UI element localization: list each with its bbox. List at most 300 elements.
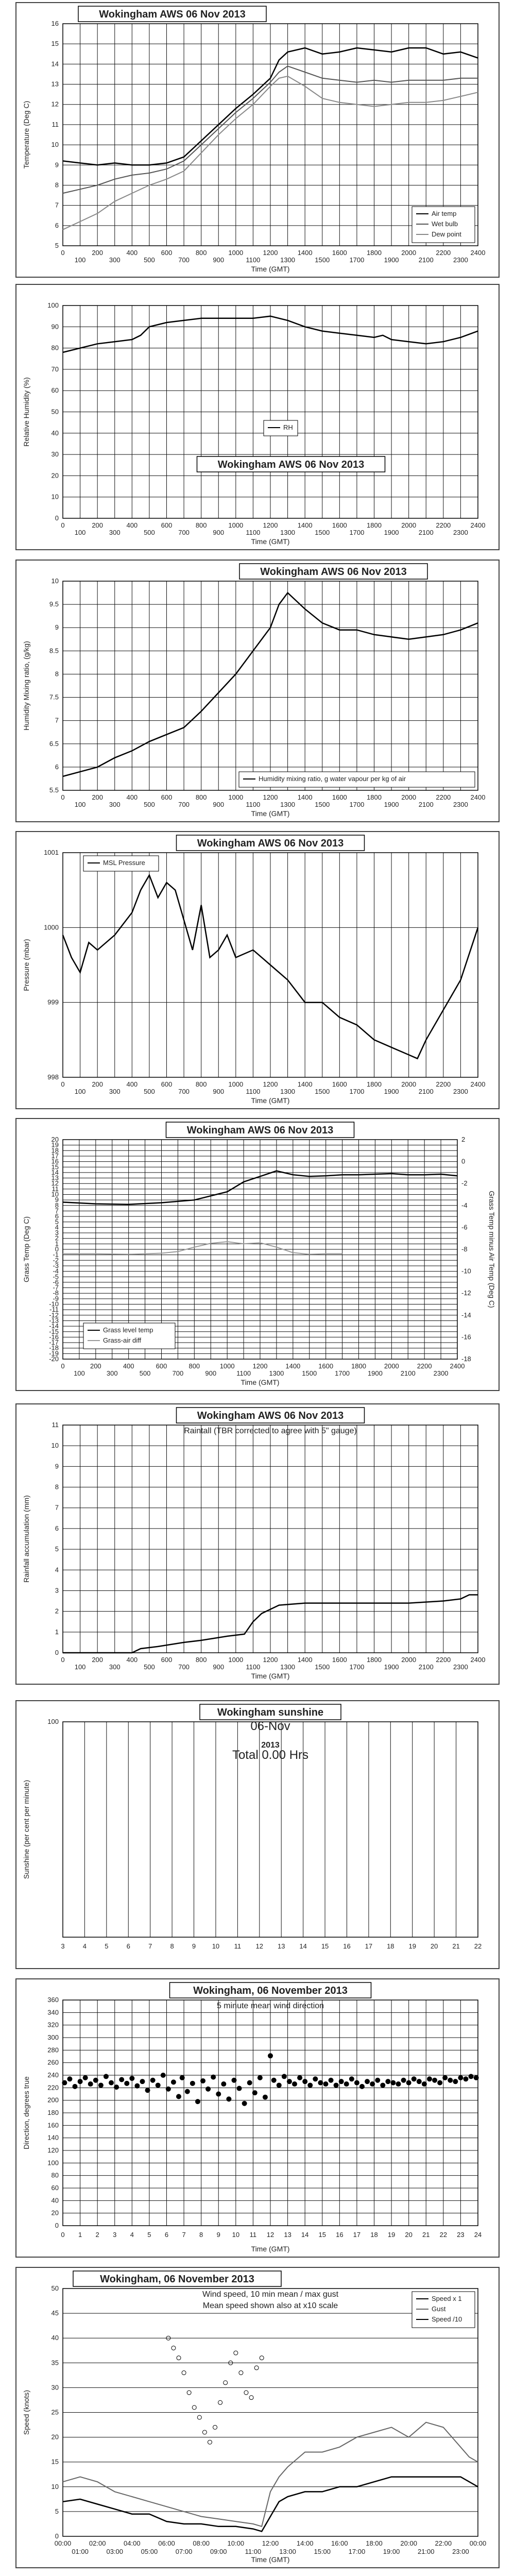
x-tick-label: 1300 (280, 256, 296, 264)
chart-subtitle2: Mean speed shown also at x10 scale (202, 2301, 338, 2310)
y-tick-label: 2 (55, 1234, 59, 1242)
x-tick-label: 20 (430, 1942, 438, 1950)
x-tick-label: 16:00 (331, 2539, 348, 2547)
y-tick-label: 9.5 (49, 600, 59, 608)
data-point (417, 2079, 422, 2084)
data-point (200, 2078, 205, 2083)
data-point (202, 2430, 207, 2434)
y-tick-label: 8 (55, 181, 59, 189)
y-tick-label: 999 (47, 998, 59, 1006)
y-tick-label: 12 (51, 1179, 59, 1188)
x-tick-label: 1100 (246, 529, 261, 536)
x-tick-label: 5 (105, 1942, 109, 1950)
y2-tick-label: -16 (461, 1333, 471, 1341)
gridlines (63, 2000, 478, 2226)
y-tick-label: 20 (51, 1136, 59, 1143)
data-point (237, 2086, 242, 2091)
chart-subtitle: Raintall (TBR corrected to agree with 5" gauge) (184, 1427, 357, 1435)
data-point (263, 2095, 268, 2100)
legend-entry: Speed x 1 (432, 2295, 462, 2302)
x-tick-label: 2 (95, 2231, 99, 2239)
legend (412, 2292, 475, 2328)
x-tick-label: 5 (147, 2231, 151, 2239)
data-point (109, 2080, 114, 2086)
y-tick-label: 10 (51, 2482, 59, 2490)
wind-speed-chart (15, 2267, 500, 2568)
data-point (385, 2079, 390, 2084)
data-point (271, 2078, 277, 2083)
data-point (292, 2081, 297, 2087)
data-point (474, 2075, 479, 2080)
data-point (171, 2079, 176, 2084)
x-tick-label: 1500 (315, 801, 330, 808)
y2-tick-label: 2 (461, 1136, 466, 1143)
y-tick-label: 5 (55, 1545, 59, 1553)
data-point (195, 2099, 200, 2104)
y-tick-label: -17 (49, 1338, 59, 1347)
y-tick-label: 7 (55, 1207, 59, 1215)
y-tick-label: 50 (51, 408, 59, 416)
x-tick-label: 500 (144, 529, 155, 536)
y-tick-label: -4 (53, 1267, 59, 1275)
x-tick-label: 200 (92, 1656, 104, 1664)
x-tick-label: 800 (195, 793, 207, 801)
legend-entry: Grass-air diff (103, 1336, 142, 1344)
y-tick-label: -6 (53, 1278, 59, 1286)
data-point (182, 2371, 186, 2375)
x-tick-label: 900 (213, 1663, 225, 1671)
y2-tick-label: 0 (461, 1157, 466, 1165)
legend-entry: Speed /10 (432, 2315, 462, 2323)
x-tick-label: 2200 (436, 521, 451, 529)
x-tick-label: 2100 (400, 1369, 416, 1377)
y-tick-label: 6 (55, 1212, 59, 1221)
x-tick-label: 22:00 (435, 2539, 452, 2547)
data-point (156, 2082, 161, 2088)
x-tick-label: 12:00 (262, 2539, 279, 2547)
x-tick-label: 1900 (384, 1088, 399, 1095)
data-point (422, 2081, 427, 2087)
chart-title: Wokingham AWS 06 Nov 2013 (186, 1125, 334, 1136)
x-tick-label: 1600 (332, 521, 347, 529)
y-tick-label: 100 (47, 301, 59, 309)
data-point (406, 2080, 411, 2086)
x-tick-label: 2000 (384, 1362, 399, 1370)
data-point (62, 2080, 67, 2086)
y-tick-label: 1 (55, 1628, 59, 1636)
y-tick-label: -5 (53, 1273, 59, 1281)
x-tick-label: 1500 (315, 1088, 330, 1095)
x-tick-label: 200 (92, 521, 104, 529)
chart-svg (16, 832, 499, 1108)
x-tick-label: 1900 (384, 256, 399, 264)
data-point (190, 2081, 195, 2086)
y-axis-label: Humidity Mixing ratio, (g/kg) (22, 641, 30, 731)
x-tick-label: 1400 (297, 793, 313, 801)
data-point (380, 2082, 385, 2088)
y-tick-label: 4 (55, 1566, 59, 1574)
x-tick-label: 13:00 (279, 2548, 296, 2555)
y-tick-label: 4 (55, 1223, 59, 1231)
data-point (432, 2078, 437, 2083)
data-point (114, 2084, 119, 2090)
series-line (63, 2422, 478, 2527)
legend-entry: Dew point (432, 230, 461, 238)
legend-entry: Air temp (432, 210, 457, 217)
data-point (313, 2076, 318, 2081)
x-tick-label: 1100 (236, 1369, 251, 1377)
y-tick-label: 18 (51, 1146, 59, 1155)
x-tick-label: 1700 (349, 529, 365, 536)
y-tick-label: 5 (55, 1217, 59, 1226)
y-tick-label: 5 (55, 2507, 59, 2515)
y-tick-label: 12 (51, 100, 59, 108)
data-point (166, 2087, 171, 2092)
x-tick-label: 2200 (436, 249, 451, 257)
y-tick-label: 100 (47, 1718, 59, 1725)
y-tick-label: 160 (47, 2121, 59, 2129)
x-tick-label: 1000 (228, 249, 244, 257)
chart-svg (16, 3, 499, 277)
data-point (359, 2084, 365, 2089)
x-tick-label: 14 (301, 2231, 309, 2239)
y-tick-label: 260 (47, 2058, 59, 2066)
x-tick-label: 100 (74, 256, 86, 264)
chart-title: Wokingham AWS 06 Nov 2013 (260, 566, 407, 578)
chart-subtitle: 06-Nov (250, 1719, 290, 1733)
y-tick-label: 11 (52, 1421, 59, 1429)
y-tick-label: 16 (51, 20, 59, 27)
x-tick-label: 1400 (297, 521, 313, 529)
x-tick-label: 08:00 (193, 2539, 210, 2547)
chart-title: Wokingham AWS 06 Nov 2013 (217, 459, 365, 470)
wind-direction-chart (15, 1978, 500, 2258)
data-point (282, 2074, 287, 2079)
data-point (370, 2081, 375, 2087)
chart-year: 2013 (261, 1741, 280, 1750)
x-tick-label: 800 (195, 521, 207, 529)
y-tick-label: 9 (55, 1462, 59, 1470)
x-tick-label: 1600 (332, 249, 347, 257)
x-tick-label: 24 (474, 2231, 482, 2239)
data-point (211, 2075, 216, 2080)
data-point (171, 2346, 176, 2350)
x-tick-label: 1000 (228, 793, 244, 801)
y-tick-label: 10 (51, 141, 59, 149)
sunshine-chart (15, 1700, 500, 1969)
x-tick-label: 800 (195, 249, 207, 257)
x-tick-label: 400 (123, 1362, 134, 1370)
y-tick-label: 320 (47, 2021, 59, 2029)
data-point (411, 2076, 417, 2081)
chart-svg (16, 1979, 499, 2257)
y2-tick-label: -6 (461, 1223, 468, 1231)
x-tick-label: 600 (161, 1080, 173, 1088)
data-point (185, 2089, 190, 2094)
x-tick-label: 2400 (470, 1656, 486, 1664)
y-tick-label: -11 (49, 1306, 59, 1314)
data-point (354, 2080, 359, 2086)
x-tick-label: 16 (336, 2231, 344, 2239)
x-tick-label: 0 (61, 1656, 65, 1664)
data-point (98, 2082, 104, 2088)
x-tick-label: 700 (178, 1088, 190, 1095)
y-tick-label: 0 (55, 514, 59, 522)
y-tick-label: 40 (51, 429, 59, 437)
x-tick-label: 2100 (418, 801, 434, 808)
y-tick-label: 19 (51, 1141, 59, 1149)
y-tick-label: -10 (49, 1300, 59, 1308)
legend-entry: RH (283, 423, 293, 431)
data-point (268, 2053, 273, 2058)
x-tick-label: 11 (249, 2231, 257, 2239)
data-point (339, 2079, 344, 2084)
x-tick-label: 1600 (332, 793, 347, 801)
x-tick-label: 1900 (384, 529, 399, 536)
y-tick-label: 11 (52, 1184, 59, 1193)
x-tick-label: 3 (61, 1942, 65, 1950)
data-point (150, 2078, 156, 2083)
y-tick-label: 30 (51, 450, 59, 459)
x-tick-label: 10 (212, 1942, 220, 1950)
y-tick-label: 70 (51, 365, 59, 373)
x-tick-label: 1700 (349, 256, 365, 264)
y-tick-label: 0 (55, 1245, 59, 1253)
y-tick-label: 180 (47, 2109, 59, 2116)
x-axis-label: Time (GMT) (251, 265, 290, 273)
mixing-ratio-chart (15, 560, 500, 822)
data-point (252, 2090, 258, 2095)
y-tick-label: 6 (55, 221, 59, 229)
y-tick-label: 0 (55, 2532, 59, 2540)
y-tick-label: 1000 (44, 923, 59, 931)
x-tick-label: 12 (255, 1942, 264, 1950)
y-axis-label: Pressure (mbar) (22, 939, 30, 991)
chart-total: Total 0.00 Hrs (232, 1748, 309, 1762)
x-tick-label: 600 (161, 793, 173, 801)
x-tick-label: 2000 (401, 1080, 417, 1088)
data-point (244, 2391, 248, 2395)
y-tick-label: 100 (47, 2159, 59, 2167)
x-tick-label: 20 (405, 2231, 413, 2239)
data-point (375, 2078, 380, 2083)
data-point (437, 2080, 442, 2086)
x-tick-label: 1200 (263, 793, 278, 801)
data-point (180, 2075, 185, 2080)
x-tick-label: 4 (130, 2231, 134, 2239)
x-tick-label: 2100 (418, 256, 434, 264)
x-tick-label: 500 (144, 256, 155, 264)
series-line (63, 2477, 478, 2532)
x-tick-label: 1400 (297, 1656, 313, 1664)
chart-title: Wokingham AWS 06 Nov 2013 (197, 1410, 344, 1421)
x-tick-label: 600 (161, 1656, 173, 1664)
y-tick-label: -13 (49, 1316, 59, 1325)
x-tick-label: 23 (457, 2231, 465, 2239)
x-tick-label: 900 (205, 1369, 217, 1377)
data-point (297, 2075, 302, 2080)
data-point (258, 2075, 263, 2080)
x-tick-label: 2000 (401, 793, 417, 801)
y-tick-label: 35 (51, 2359, 59, 2367)
x-tick-label: 1800 (367, 1080, 382, 1088)
data-point (197, 2415, 201, 2419)
x-tick-label: 1100 (246, 1088, 261, 1095)
y-tick-label: -7 (53, 1283, 59, 1292)
x-tick-label: 1100 (246, 256, 261, 264)
x-tick-label: 14:00 (296, 2539, 314, 2547)
x-tick-label: 1800 (367, 249, 382, 257)
rainfall-chart (15, 1403, 500, 1685)
x-tick-label: 15:00 (314, 2548, 331, 2555)
y-tick-label: 7 (55, 716, 59, 724)
data-point (104, 2074, 109, 2079)
x-tick-label: 9 (216, 2231, 220, 2239)
y-tick-label: 2 (55, 1607, 59, 1615)
y-tick-label: 20 (51, 2209, 59, 2217)
y-tick-label: 40 (51, 2334, 59, 2342)
chart-svg (16, 1119, 499, 1390)
y-tick-label: -8 (53, 1289, 59, 1297)
data-point (221, 2081, 226, 2087)
y-tick-label: -15 (49, 1327, 59, 1335)
y-tick-label: 6.5 (49, 739, 59, 748)
x-tick-label: 1900 (384, 1663, 399, 1671)
chart-title: Wokingham sunshine (217, 1707, 324, 1718)
x-tick-label: 7 (148, 1942, 152, 1950)
data-point (448, 2078, 453, 2083)
y-tick-label: 9 (55, 1196, 59, 1204)
y-tick-label: 3 (55, 1586, 59, 1595)
data-point (218, 2400, 222, 2404)
x-axis-label: Time (GMT) (251, 2245, 290, 2253)
y-tick-label: 998 (47, 1073, 59, 1081)
x-tick-label: 23:00 (452, 2548, 469, 2555)
x-tick-label: 400 (126, 793, 138, 801)
x-tick-label: 100 (74, 1663, 86, 1671)
y-tick-label: -12 (49, 1311, 59, 1319)
x-tick-label: 1600 (318, 1362, 334, 1370)
x-tick-label: 500 (144, 1088, 155, 1095)
data-point (208, 2440, 212, 2444)
y-tick-label: -18 (49, 1344, 59, 1352)
x-tick-label: 100 (74, 1088, 86, 1095)
x-tick-label: 2200 (436, 793, 451, 801)
y-axis-label: Temperature (Deg C) (22, 100, 30, 169)
y-tick-label: 8 (55, 670, 59, 678)
y2-axis-label: Grass Temp minus Air Temp (Deg C) (488, 1191, 496, 1308)
y-axis-label: Grass Temp (Deg C) (22, 1216, 30, 1283)
x-tick-label: 1900 (384, 801, 399, 808)
x-tick-label: 1600 (332, 1080, 347, 1088)
y-tick-label: 50 (51, 2284, 59, 2292)
y-axis-label: Sunshine (per cent per minute) (22, 1780, 30, 1879)
y-tick-label: 17 (51, 1151, 59, 1160)
x-tick-label: 2400 (470, 1080, 486, 1088)
x-tick-label: 1200 (263, 521, 278, 529)
x-axis-label: Time (GMT) (251, 809, 290, 818)
data-point (83, 2075, 88, 2080)
x-tick-label: 07:00 (175, 2548, 193, 2555)
x-tick-label: 1100 (246, 1663, 261, 1671)
legend (412, 207, 475, 243)
data-point (205, 2087, 211, 2092)
y-tick-label: 60 (51, 386, 59, 395)
x-tick-label: 1000 (228, 1656, 244, 1664)
x-tick-label: 17:00 (348, 2548, 366, 2555)
data-point (249, 2396, 253, 2400)
x-tick-label: 14 (299, 1942, 307, 1950)
data-point (334, 2082, 339, 2088)
x-tick-label: 300 (109, 1088, 121, 1095)
y-tick-label: 13 (51, 80, 59, 88)
y-tick-label: 25 (51, 2408, 59, 2416)
x-tick-label: 00:00 (54, 2539, 72, 2547)
x-tick-label: 2400 (470, 249, 486, 257)
x-tick-label: 1600 (332, 1656, 347, 1664)
x-tick-label: 18 (370, 2231, 378, 2239)
x-tick-label: 900 (213, 1088, 225, 1095)
x-tick-label: 12 (266, 2231, 274, 2239)
data-point (119, 2077, 124, 2082)
x-tick-label: 400 (126, 1080, 138, 1088)
chart-svg (16, 1701, 499, 1968)
x-tick-label: 1500 (302, 1369, 317, 1377)
x-tick-label: 900 (213, 801, 225, 808)
data-point (458, 2075, 463, 2080)
x-tick-label: 1700 (349, 801, 365, 808)
series-line (63, 1242, 342, 1255)
x-tick-label: 300 (109, 256, 121, 264)
x-tick-label: 6 (126, 1942, 130, 1950)
x-tick-label: 01:00 (72, 2548, 89, 2555)
x-tick-label: 700 (172, 1369, 184, 1377)
x-tick-label: 21 (452, 1942, 460, 1950)
x-tick-label: 2300 (453, 529, 468, 536)
y-tick-label: -1 (53, 1250, 59, 1259)
x-tick-label: 2100 (418, 1663, 434, 1671)
data-point (177, 2356, 181, 2360)
x-tick-label: 1100 (246, 801, 261, 808)
x-tick-label: 17 (353, 2231, 361, 2239)
x-tick-label: 02:00 (89, 2539, 106, 2547)
y-tick-label: 7 (55, 201, 59, 209)
chart-title: Wokingham AWS 06 Nov 2013 (99, 9, 246, 20)
x-tick-label: 1500 (315, 1663, 330, 1671)
x-tick-label: 22 (474, 1942, 482, 1950)
x-tick-label: 1300 (280, 1663, 296, 1671)
data-point (323, 2081, 328, 2087)
chart-svg (16, 285, 499, 549)
x-tick-label: 16 (343, 1942, 351, 1950)
data-point (254, 2366, 259, 2370)
x-tick-label: 1500 (315, 529, 330, 536)
y-tick-label: -14 (49, 1322, 59, 1330)
x-tick-label: 10:00 (227, 2539, 245, 2547)
data-point (302, 2079, 307, 2084)
x-tick-label: 2300 (453, 801, 468, 808)
y-tick-label: 15 (51, 1163, 59, 1171)
y2-tick-label: -10 (461, 1267, 471, 1275)
y-tick-label: 120 (47, 2146, 59, 2154)
data-point (231, 2078, 236, 2083)
x-tick-label: 0 (61, 2231, 65, 2239)
x-tick-label: 1300 (280, 529, 296, 536)
x-axis-label: Time (GMT) (251, 2555, 290, 2564)
y-tick-label: 7 (55, 1503, 59, 1512)
x-tick-label: 1300 (269, 1369, 284, 1377)
x-tick-label: 600 (161, 521, 173, 529)
